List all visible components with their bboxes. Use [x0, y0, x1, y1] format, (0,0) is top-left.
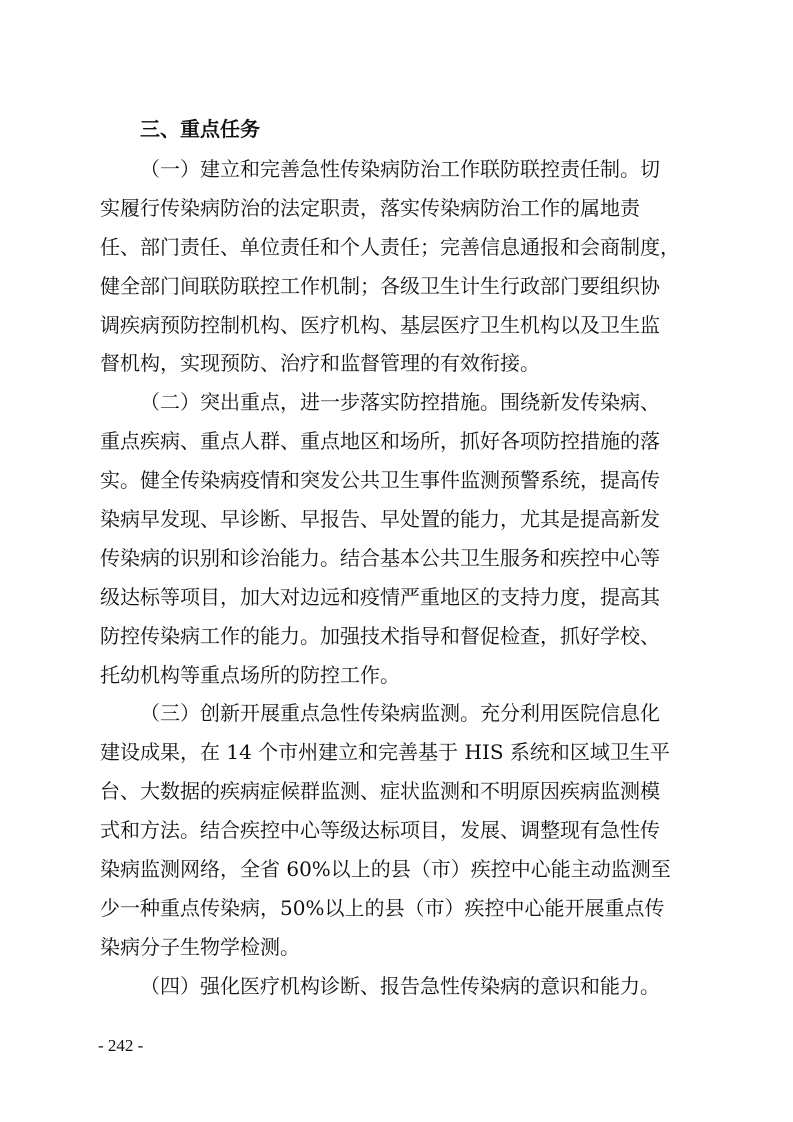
paragraph-1	[100, 150, 700, 383]
paragraph-line: 级达标等项目，加大对边远和疫情严重地区的支持力度，提高其	[100, 584, 660, 609]
paragraph-line: 实履行传染病防治的法定职责，落实传染病防治工作的属地责	[100, 195, 640, 220]
paragraph-line: （二）突出重点，进一步落实防控措施。围绕新发传染病、	[140, 390, 660, 415]
paragraph-line: 染病早发现、早诊断、早报告、早处置的能力，尤其是提高新发	[100, 507, 660, 532]
paragraph-line: 传染病的识别和诊治能力。结合基本公共卫生服务和疾控中心等	[100, 545, 660, 570]
paragraph-line: 台、大数据的疾病症候群监测、症状监测和不明原因疾病监测模	[100, 779, 660, 804]
paragraph-3	[100, 694, 700, 966]
paragraph-line: 式和方法。结合疾控中心等级达标项目，发展、调整现有急性传	[100, 818, 660, 843]
paragraph-line: 少一种重点传染病，50%以上的县（市）疾控中心能开展重点传	[100, 895, 665, 920]
paragraph-2	[100, 383, 700, 694]
paragraph-line: （一）建立和完善急性传染病防治工作联防联控责任制。切	[140, 157, 660, 181]
paragraph-line: 督机构，实现预防、治疗和监督管理的有效衔接。	[100, 351, 540, 376]
paragraph-line: 实。健全传染病疫情和突发公共卫生事件监测预警系统，提高传	[100, 468, 660, 493]
section-title: 三、重点任务	[140, 117, 260, 141]
paragraph-line: 调疾病预防控制机构、医疗机构、基层医疗卫生机构以及卫生监	[100, 312, 660, 337]
page-number: - 242 -	[98, 1036, 144, 1055]
paragraph-line: 防控传染病工作的能力。加强技术指导和督促检查，抓好学校、	[100, 623, 660, 648]
paragraph-line: 健全部门间联防联控工作机制；各级卫生计生行政部门要组织协	[100, 273, 660, 298]
paragraph-line: （四）强化医疗机构诊断、报告急性传染病的意识和能力。	[140, 973, 660, 998]
paragraph-line: 染病监测网络，全省 60%以上的县（市）疾控中心能主动监测至	[100, 857, 671, 882]
paragraph-line: 任、部门责任、单位责任和个人责任；完善信息通报和会商制度，	[100, 234, 680, 259]
paragraph-line: 建设成果，在 14 个市州建立和完善基于 HIS 系统和区域卫生平	[100, 740, 670, 765]
paragraph-line: （三）创新开展重点急性传染病监测。充分利用医院信息化	[140, 701, 660, 726]
paragraph-4	[100, 967, 700, 1006]
document-body	[100, 108, 700, 1006]
paragraph-line: 重点疾病、重点人群、重点地区和场所，抓好各项防控措施的落	[100, 429, 660, 454]
paragraph-line: 托幼机构等重点场所的防控工作。	[100, 662, 400, 687]
paragraph-line: 染病分子生物学检测。	[100, 934, 300, 959]
